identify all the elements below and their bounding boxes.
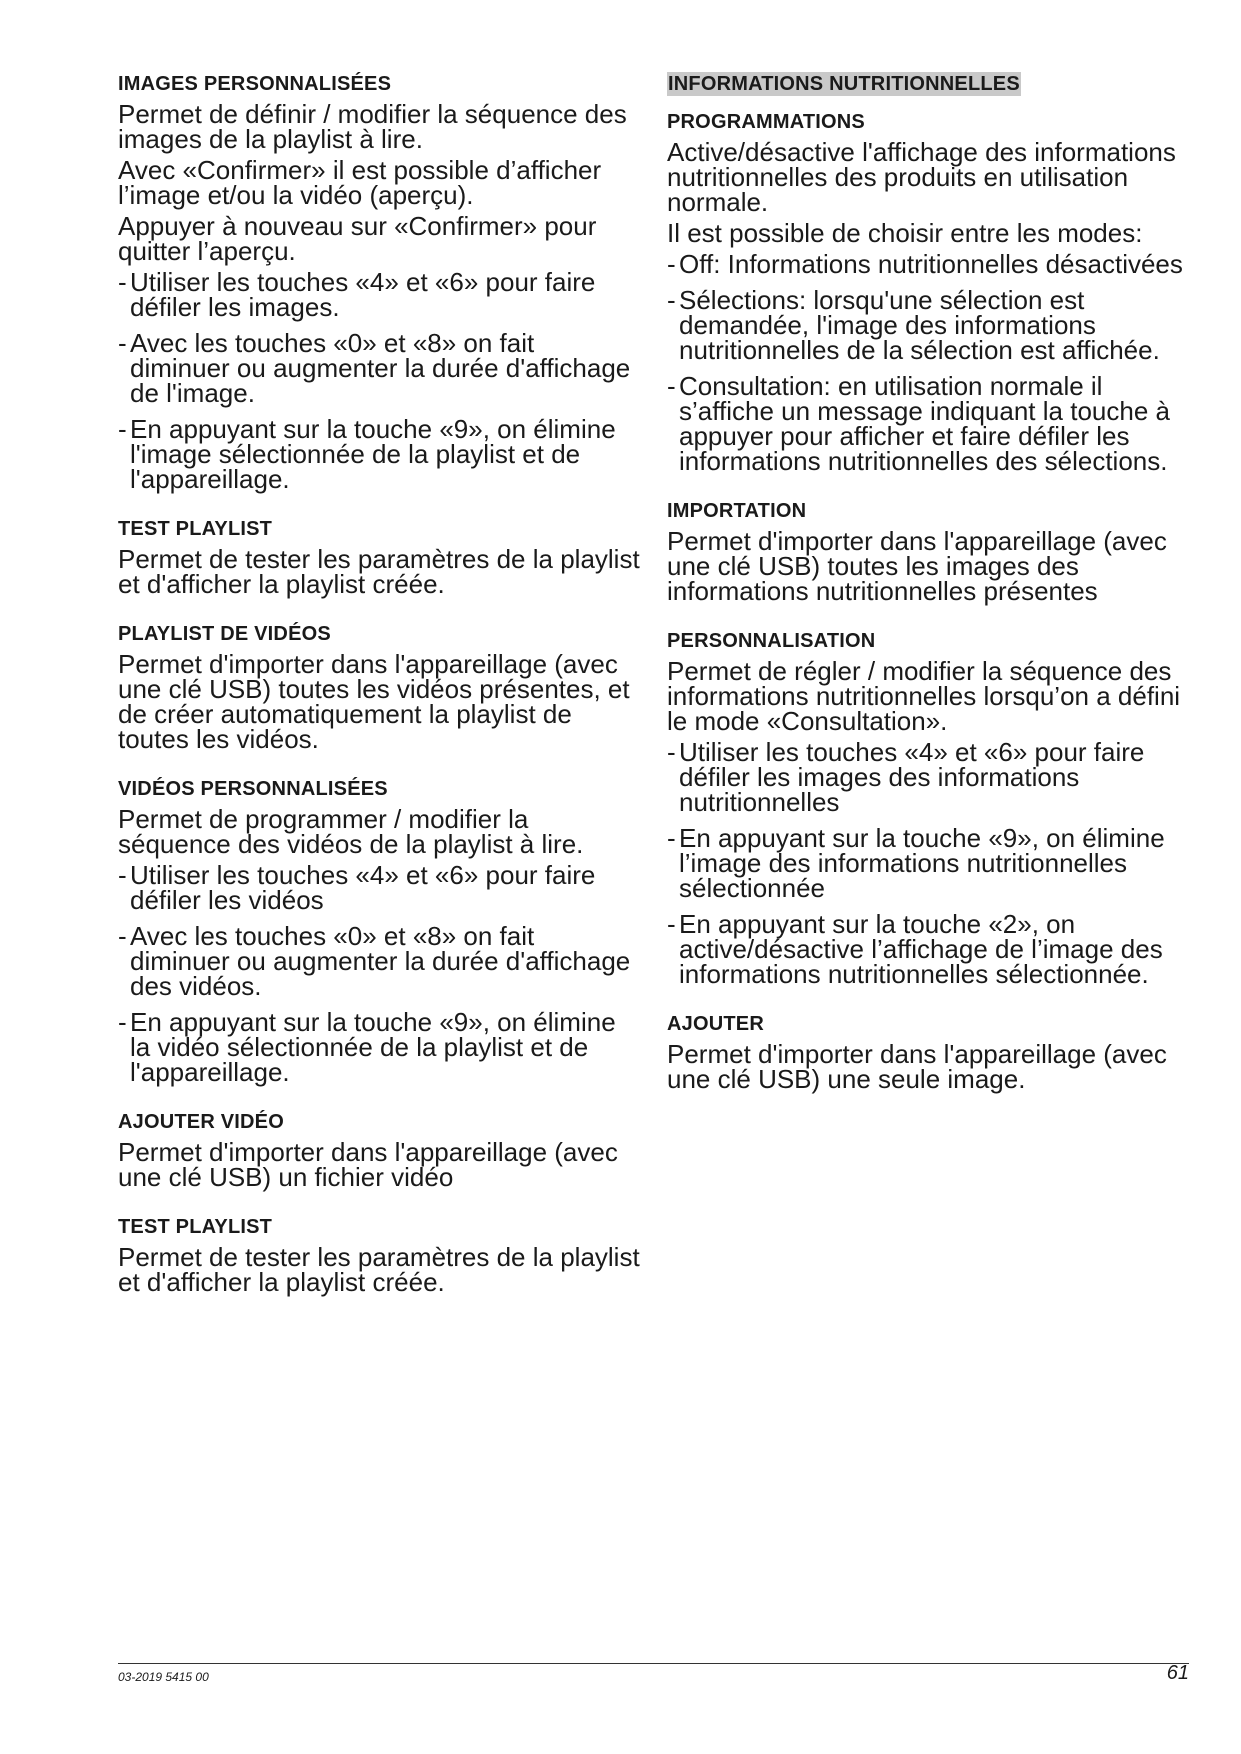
paragraph: Permet de régler / modifier la séquence des informations nutritionnelles lorsqu’on a défini le mode «Consultation». <box>667 656 1181 736</box>
section-heading: IMAGES PERSONNALISÉES <box>118 73 392 95</box>
section-importation <box>667 499 1195 604</box>
section-test-playlist-2 <box>118 1215 640 1295</box>
paragraph: Permet de définir / modifier la séquence des images de la playlist à lire. <box>118 99 627 154</box>
list-item <box>118 267 640 322</box>
paragraph: Appuyer à nouveau sur «Confirmer» pour quitter l’aperçu. <box>118 211 597 266</box>
right-column <box>667 72 1195 1117</box>
list-item-text: Off: Informations nutritionnelles désactivées <box>679 249 1183 279</box>
paragraph: Permet d'importer dans l'appareillage (avec une clé USB) toutes les images des informations nutritionnelles présentes <box>667 526 1167 606</box>
list-item <box>118 921 640 1001</box>
paragraph: Permet d'importer dans l'appareillage (avec une clé USB) une seule image. <box>667 1039 1167 1094</box>
bullet-dash: - <box>118 328 127 358</box>
paragraph: Permet d'importer dans l'appareillage (avec une clé USB) un fichier vidéo <box>118 1137 618 1192</box>
section-heading: AJOUTER VIDÉO <box>118 1111 284 1133</box>
bullet-dash: - <box>118 860 127 890</box>
section-personnalisation <box>667 629 1195 987</box>
left-column <box>118 72 640 1320</box>
list-item-text: Sélections: lorsqu'une sélection est demandée, l'image des informations nutritionnelles de la sélection est affichée. <box>679 285 1160 365</box>
list-item <box>118 328 640 408</box>
list-item <box>667 909 1195 989</box>
section-heading: VIDÉOS PERSONNALISÉES <box>118 778 388 800</box>
document-code: 03-2019 5415 00 <box>118 1670 209 1684</box>
list-item <box>118 414 640 494</box>
section-heading: PLAYLIST DE VIDÉOS <box>118 623 331 645</box>
section-images-personnalisees <box>118 72 640 492</box>
paragraph: Active/désactive l'affichage des informations nutritionnelles des produits en utilisation normale. <box>667 137 1176 217</box>
section-heading: AJOUTER <box>667 1013 764 1035</box>
bullet-dash: - <box>667 285 676 315</box>
list-item <box>667 823 1195 903</box>
bullet-dash: - <box>667 249 676 279</box>
informations-nutritionnelles-title: INFORMATIONS NUTRITIONNELLES <box>668 73 1020 95</box>
list-item-text: En appuyant sur la touche «2», on active/désactive l’affichage de l’image des informations nutritionnelles sélectionnée. <box>679 909 1163 989</box>
bullet-dash: - <box>667 909 676 939</box>
bullet-dash: - <box>667 371 676 401</box>
section-title-block <box>667 72 1195 96</box>
list-item <box>667 249 1195 279</box>
bullet-dash: - <box>118 414 127 444</box>
section-heading: TEST PLAYLIST <box>118 518 273 540</box>
list-item-text: Avec les touches «0» et «8» on fait diminuer ou augmenter la durée d'affichage de l'image. <box>130 328 631 408</box>
list-item-text: Avec les touches «0» et «8» on fait diminuer ou augmenter la durée d'affichage des vidéos. <box>130 921 631 1001</box>
section-playlist-de-videos <box>118 622 640 752</box>
list-item <box>667 285 1195 365</box>
bullet-dash: - <box>118 921 127 951</box>
paragraph: Permet de tester les paramètres de la playlist et d'afficher la playlist créée. <box>118 1242 640 1297</box>
section-videos-personnalisees <box>118 777 640 1085</box>
section-heading: IMPORTATION <box>667 500 807 522</box>
section-programmations <box>667 110 1195 474</box>
list-item-text: En appuyant sur la touche «9», on élimine l’image des informations nutritionnelles sélectionnée <box>679 823 1165 903</box>
section-title <box>667 72 1195 96</box>
list-item <box>667 737 1195 817</box>
section-ajouter-video <box>118 1110 640 1190</box>
paragraph: Avec «Confirmer» il est possible d’afficher l’image et/ou la vidéo (aperçu). <box>118 155 602 210</box>
footer-divider <box>118 1663 1189 1664</box>
section-ajouter <box>667 1012 1195 1092</box>
list-item-text: En appuyant sur la touche «9», on élimine la vidéo sélectionnée de la playlist et de l'appareillage. <box>130 1007 616 1087</box>
section-heading: PERSONNALISATION <box>667 630 876 652</box>
section-heading: PROGRAMMATIONS <box>667 111 865 133</box>
bullet-dash: - <box>118 267 127 297</box>
list-item-text: En appuyant sur la touche «9», on élimine l'image sélectionnée de la playlist et de l'appareillage. <box>130 414 616 494</box>
list-item-text: Utiliser les touches «4» et «6» pour faire défiler les images. <box>130 267 596 322</box>
paragraph: Permet de programmer / modifier la séquence des vidéos de la playlist à lire. <box>118 804 584 859</box>
list-item-text: Utiliser les touches «4» et «6» pour faire défiler les images des informations nutritionnelles <box>679 737 1145 817</box>
bullet-dash: - <box>667 823 676 853</box>
bullet-dash: - <box>667 737 676 767</box>
list-item-text: Consultation: en utilisation normale il s’affiche un message indiquant la touche à appuyer pour afficher et faire défiler les informations nutritionnelles des sélections. <box>679 371 1170 476</box>
bullet-dash: - <box>118 1007 127 1037</box>
list-item <box>118 860 640 915</box>
section-test-playlist <box>118 517 640 597</box>
list-item <box>667 371 1195 476</box>
paragraph: Il est possible de choisir entre les modes: <box>667 218 1143 248</box>
list-item <box>118 1007 640 1087</box>
paragraph: Permet d'importer dans l'appareillage (avec une clé USB) toutes les vidéos présentes, et de créer automatiquement la playlist de toutes les vidéos. <box>118 649 630 754</box>
list-item-text: Utiliser les touches «4» et «6» pour faire défiler les vidéos <box>130 860 596 915</box>
page-number: 61 <box>1166 1662 1189 1684</box>
paragraph: Permet de tester les paramètres de la playlist et d'afficher la playlist créée. <box>118 544 640 599</box>
section-heading: TEST PLAYLIST <box>118 1216 273 1238</box>
